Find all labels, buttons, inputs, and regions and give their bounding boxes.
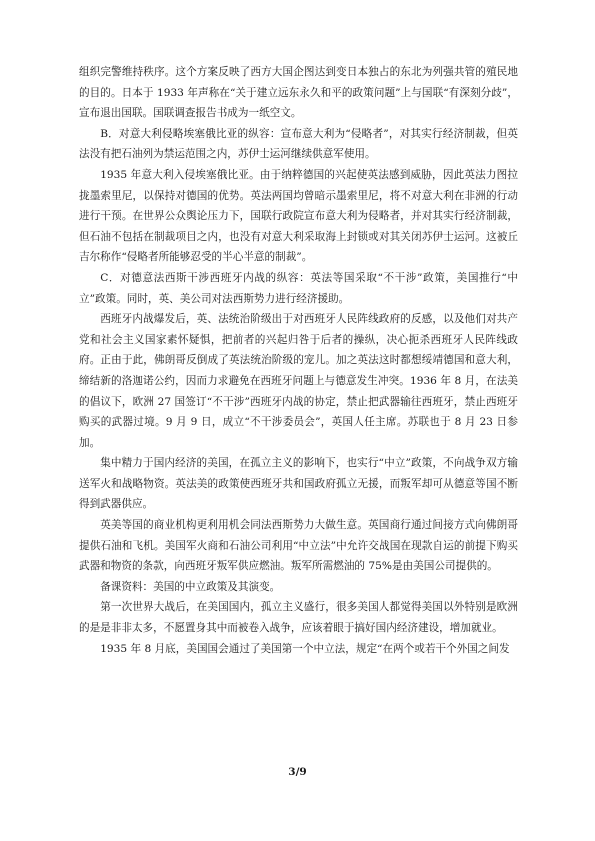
document-body [79,62,518,659]
paragraph-commerce: 英美等国的商业机构更利用机会同法西斯势力大做生意。英国商行通过间接方式向佛朗哥提供石油和飞机。美国军火商和石油公司利用“中立法”中允许交战国在现款自运的前提下购买武器和物资的条款，向西班牙叛军供应燃油。叛军所需燃油的 75%是由美国公司提供的。 [79,519,518,573]
paragraph-continuation: 组织完警维持秩序。这个方案反映了西方大国企图达到变日本独占的东北为列强共管的殖民地的目的。日本于 1933 年声称在“关于建立远东永久和平的政策问题”上与国联“有深刻分歧”，宣布退出国联。国联调查报告书成为一纸空文。 [79,66,518,120]
paragraph-italy-1935: 1935 年意大利入侵埃塞俄比亚。由于纳粹德国的兴起使英法感到威胁，因此英法力图拉拢墨索里尼，以保持对德国的优势。英法两国均曾暗示墨索里尼，将不对意大利在非洲的行动进行干预。在世界公众舆论压力下，国联行政院宣布意大利为侵略者，并对其实行经济制裁，但石油不包括在制裁项目之内，也没有对意大利采取海上封锁或对其关闭苏伊士运河。这被丘吉尔称作“侵略者所能够忍受的半心半意的制裁”。 [79,168,518,264]
paragraph-lesson-material: 备课资料：美国的中立政策及其演变。 [100,580,281,593]
paragraph-neutrality-act: 1935 年 8 月底，美国国会通过了美国第一个中立法，规定“在两个或若干个外国之间发 [100,642,510,655]
paragraph-us-neutrality: 集中精力于国内经济的美国，在孤立主义的影响下，也实行“中立”政策，不向战争双方输送军火和战略物资。英法美的政策使西班牙共和国政府孤立无援，而叛军却可从德意等国不断得到武器供应。 [79,457,518,511]
paragraph-spain-civil-war: 西班牙内战爆发后，英、法统治阶级出于对西班牙人民阵线政府的反感，以及他们对共产党和社会主义国家素怀疑惧，把前者的兴起归咎于后者的操纵，决心扼杀西班牙人民阵线政府。正由于此，佛朗哥反倒成了英法统治阶级的宠儿。加之英法这时都想绥靖德国和意大利，缔结新的洛迦诺公约，因而力求避免在西班牙问题上与德意发生冲突。1936 年 8 月，在法美的倡议下，欧洲 27 国签订“不干涉”西班牙内战的协定，禁止把武器输往西班牙，禁止西班牙购买的武器过境。9 月 9 日，成立“不干涉委员会”，英国人任主席。苏联也于 8 月 23 日参加。 [79,313,518,449]
page-number: 3/9 [288,766,307,778]
paragraph-section-c: C．对德意法西斯干涉西班牙内战的纵容：英法等国采取“不干涉”政策，美国推行“中立”政策。同时，英、美公司对法西斯势力进行经济援助。 [79,271,518,305]
paragraph-isolationism: 第一次世界大战后，在美国国内，孤立主义盛行，很多美国人都觉得美国以外特别是欧洲的是是非非太多，不愿置身其中而被卷入战争，应该着眼于搞好国内经济建设，增加就业。 [79,601,518,635]
paragraph-section-b: B．对意大利侵略埃塞俄比亚的纵容：宣布意大利为“侵略者”，对其实行经济制裁，但英法没有把石油列为禁运范围之内，苏伊士运河继续供意军使用。 [79,127,518,161]
